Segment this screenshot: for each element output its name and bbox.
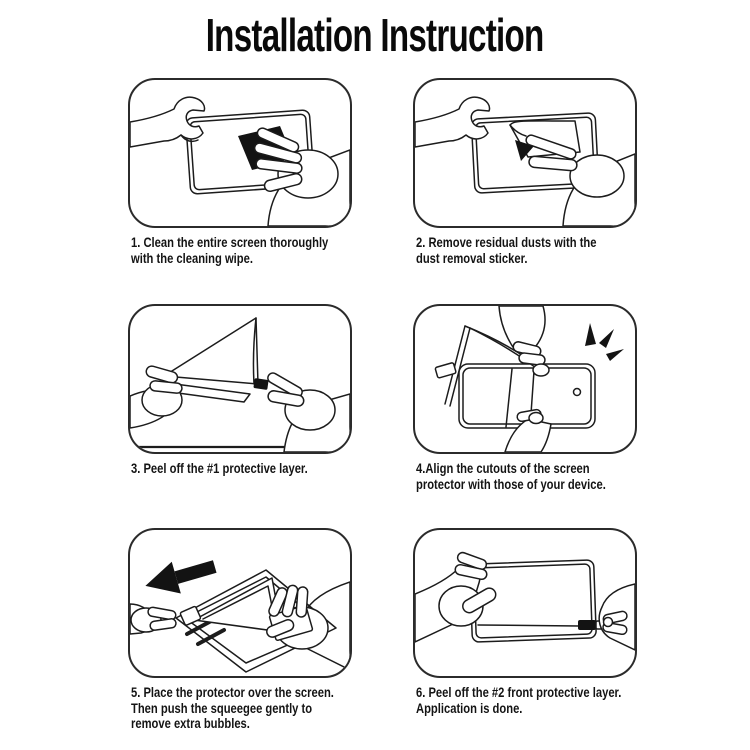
step-3-panel bbox=[128, 304, 352, 477]
right-hand bbox=[254, 126, 350, 226]
caption-line: Application is done. bbox=[416, 699, 523, 716]
left-hand bbox=[130, 365, 182, 428]
peel-tab bbox=[253, 378, 268, 390]
step-5-panel bbox=[128, 528, 352, 732]
step-6-caption bbox=[416, 684, 622, 716]
caption-line: 1. Clean the entire screen thoroughly bbox=[131, 234, 329, 250]
align-cutouts-illustration-icon bbox=[415, 306, 635, 452]
squeegee bbox=[180, 578, 282, 632]
step-1-caption bbox=[131, 234, 329, 266]
step-4-panel bbox=[413, 304, 637, 492]
caption-line: 5. Place the protector over the screen. bbox=[131, 684, 334, 700]
left-hand bbox=[130, 604, 177, 634]
step-6-panel bbox=[413, 528, 637, 716]
peel-layer-2-illustration-icon bbox=[415, 530, 635, 676]
left-hand bbox=[415, 97, 490, 147]
clean-screen-illustration-icon bbox=[130, 80, 350, 226]
camera-hole bbox=[574, 389, 581, 396]
film-edge-line bbox=[478, 625, 579, 626]
step-5-illustration-frame bbox=[128, 528, 352, 678]
page-title: Installation Instruction bbox=[206, 9, 544, 61]
dust-removal-sticker-illustration-icon bbox=[415, 80, 635, 226]
push-direction-arrow bbox=[141, 551, 219, 603]
peel-layer-1-illustration-icon bbox=[130, 306, 350, 452]
peel-tab bbox=[578, 620, 596, 630]
right-hand bbox=[266, 371, 350, 452]
caption-line: remove extra bubbles. bbox=[131, 715, 250, 731]
caption-line: 2. Remove residual dusts with the bbox=[416, 234, 597, 250]
caption-line: 4.Align the cutouts of the screen bbox=[416, 460, 590, 476]
step-2-caption bbox=[416, 234, 597, 266]
step-6-illustration-frame bbox=[413, 528, 637, 678]
step-1-panel bbox=[128, 78, 352, 266]
emphasis-marks bbox=[585, 323, 624, 361]
left-hand bbox=[415, 551, 498, 642]
step-2-illustration-frame bbox=[413, 78, 637, 228]
bottom-hand bbox=[505, 409, 551, 452]
top-hand bbox=[499, 306, 549, 376]
step-2-panel bbox=[413, 78, 637, 266]
step-4-illustration-frame bbox=[413, 304, 637, 454]
right-hand bbox=[599, 584, 635, 650]
caption-line: Then push the squeegee gently to bbox=[131, 699, 313, 716]
step-3-illustration-frame bbox=[128, 304, 352, 454]
squeegee-illustration-icon bbox=[130, 530, 350, 676]
step-1-illustration-frame bbox=[128, 78, 352, 228]
caption-line: 6. Peel off the #2 front protective layer. bbox=[416, 684, 622, 700]
caption-line: protector with those of your device. bbox=[416, 475, 606, 492]
step-3-caption bbox=[131, 461, 308, 477]
caption-line: with the cleaning wipe. bbox=[131, 249, 253, 266]
caption-line: dust removal sticker. bbox=[416, 249, 528, 266]
step-5-caption bbox=[131, 684, 334, 732]
caption-line: 3. Peel off the #1 protective layer. bbox=[131, 460, 308, 476]
step-4-caption bbox=[416, 460, 606, 492]
